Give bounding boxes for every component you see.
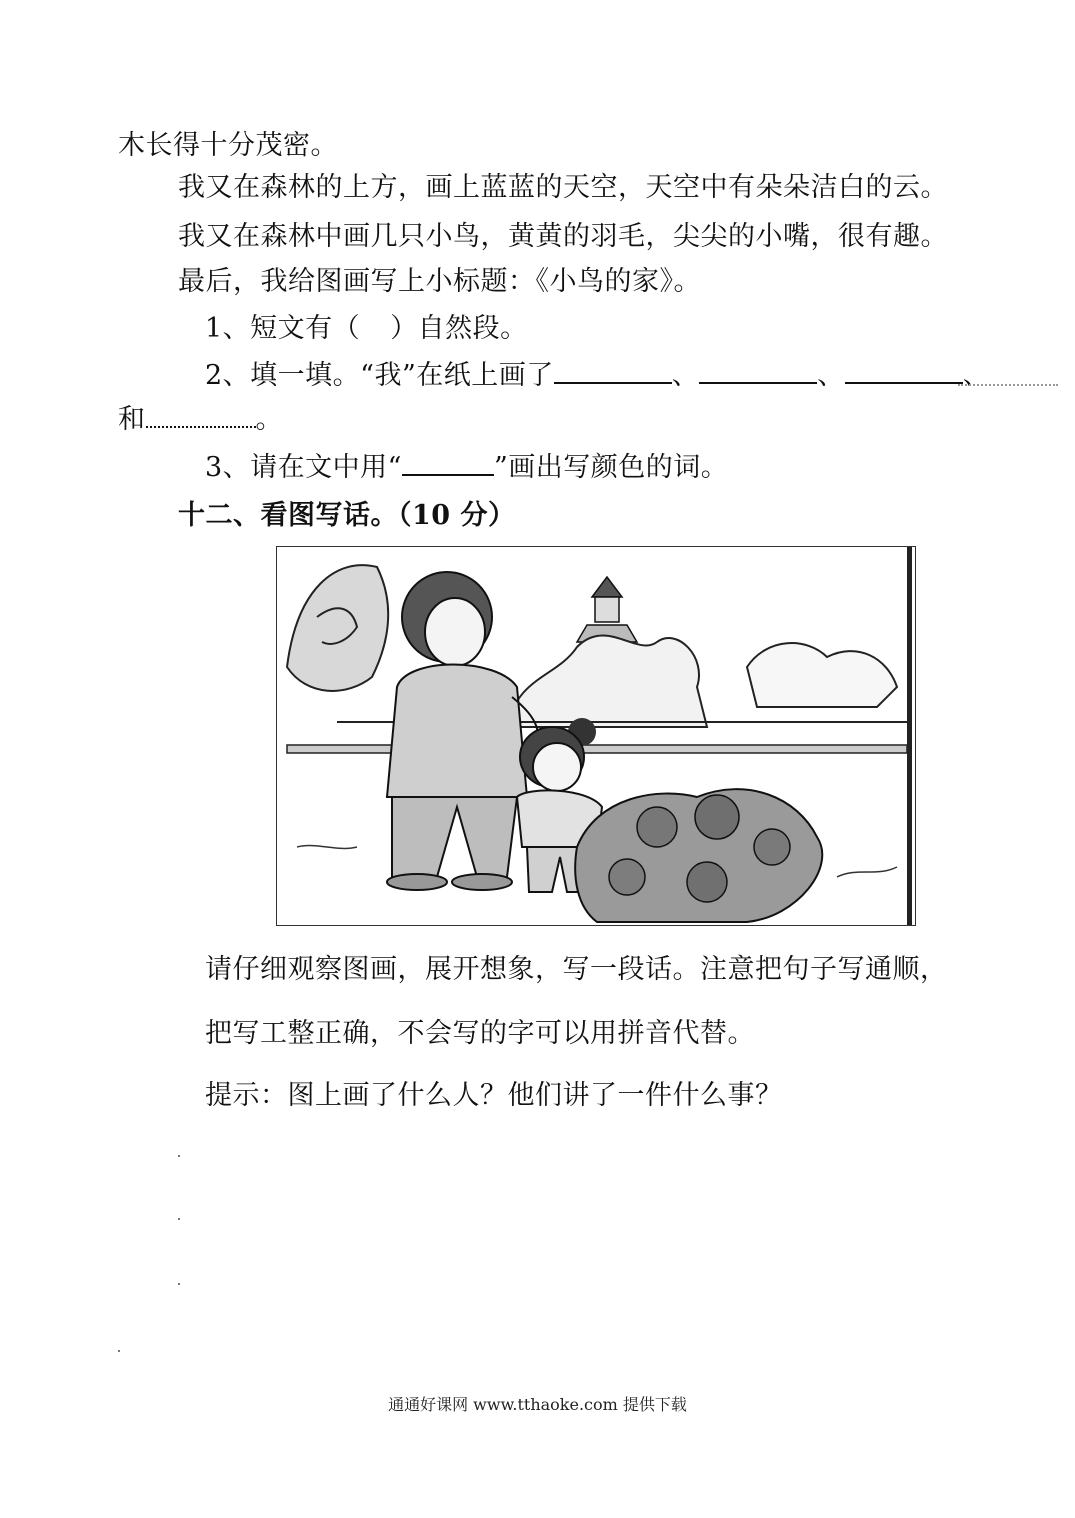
question-3 [205,452,728,484]
question-2-and: 和 [118,404,146,435]
mother-and-child-flowers-illustration [276,546,916,926]
question-1 [205,313,528,345]
instruction-line-2: 把写工整正确，不会写的字可以用拼音代替。 [205,1018,755,1049]
section-12-title: 十二、看图写话。（10 分） [178,500,516,531]
passage-line-1: 木长得十分茂密。 [118,130,338,161]
passage-line-4: 最后，我给图画写上小标题：《小鸟的家》。 [178,266,701,297]
question-3-underline-sample [402,452,494,476]
writing-dot-4 [118,1350,120,1352]
question-2-blank-2[interactable] [699,360,817,384]
instruction-line-1: 请仔细观察图画，展开想象，写一段话。注意把句子写通顺， [205,954,948,985]
question-2-blank-3[interactable] [845,360,963,384]
question-2-sep-3: 、 [962,360,991,391]
question-2-blank-4[interactable] [146,404,256,428]
question-2-blank-1[interactable] [554,360,672,384]
question-2-text: 2、填一填。“我”在纸上画了 [205,360,554,391]
question-1-before: 1、短文有（ [205,313,361,344]
hint-line: 提示：图上画了什么人？他们讲了一件什么事？ [205,1080,783,1111]
footer-text: 通通好课网 www.tthaoke.com 提供下载 [388,1395,687,1414]
question-2-cont [118,404,283,436]
question-2 [205,360,990,392]
question-3-before: 3、请在文中用“ [205,452,402,483]
passage-line-3: 我又在森林中画几只小鸟，黄黄的羽毛，尖尖的小嘴，很有趣。 [178,221,948,252]
question-3-after: ”画出写颜色的词。 [493,452,729,483]
question-1-after: ）自然段。 [390,313,528,344]
writing-dot-3 [178,1283,180,1285]
passage-line-2: 我又在森林的上方，画上蓝蓝的天空，天空中有朵朵洁白的云。 [178,172,948,203]
writing-dot-2 [178,1218,180,1220]
question-2-sep-2: 、 [817,360,845,391]
question-2-end: 。 [255,404,283,435]
question-2-sep-1: 、 [671,360,700,391]
writing-dot-1 [178,1155,180,1157]
question-2-trailing-dots [958,384,1058,386]
